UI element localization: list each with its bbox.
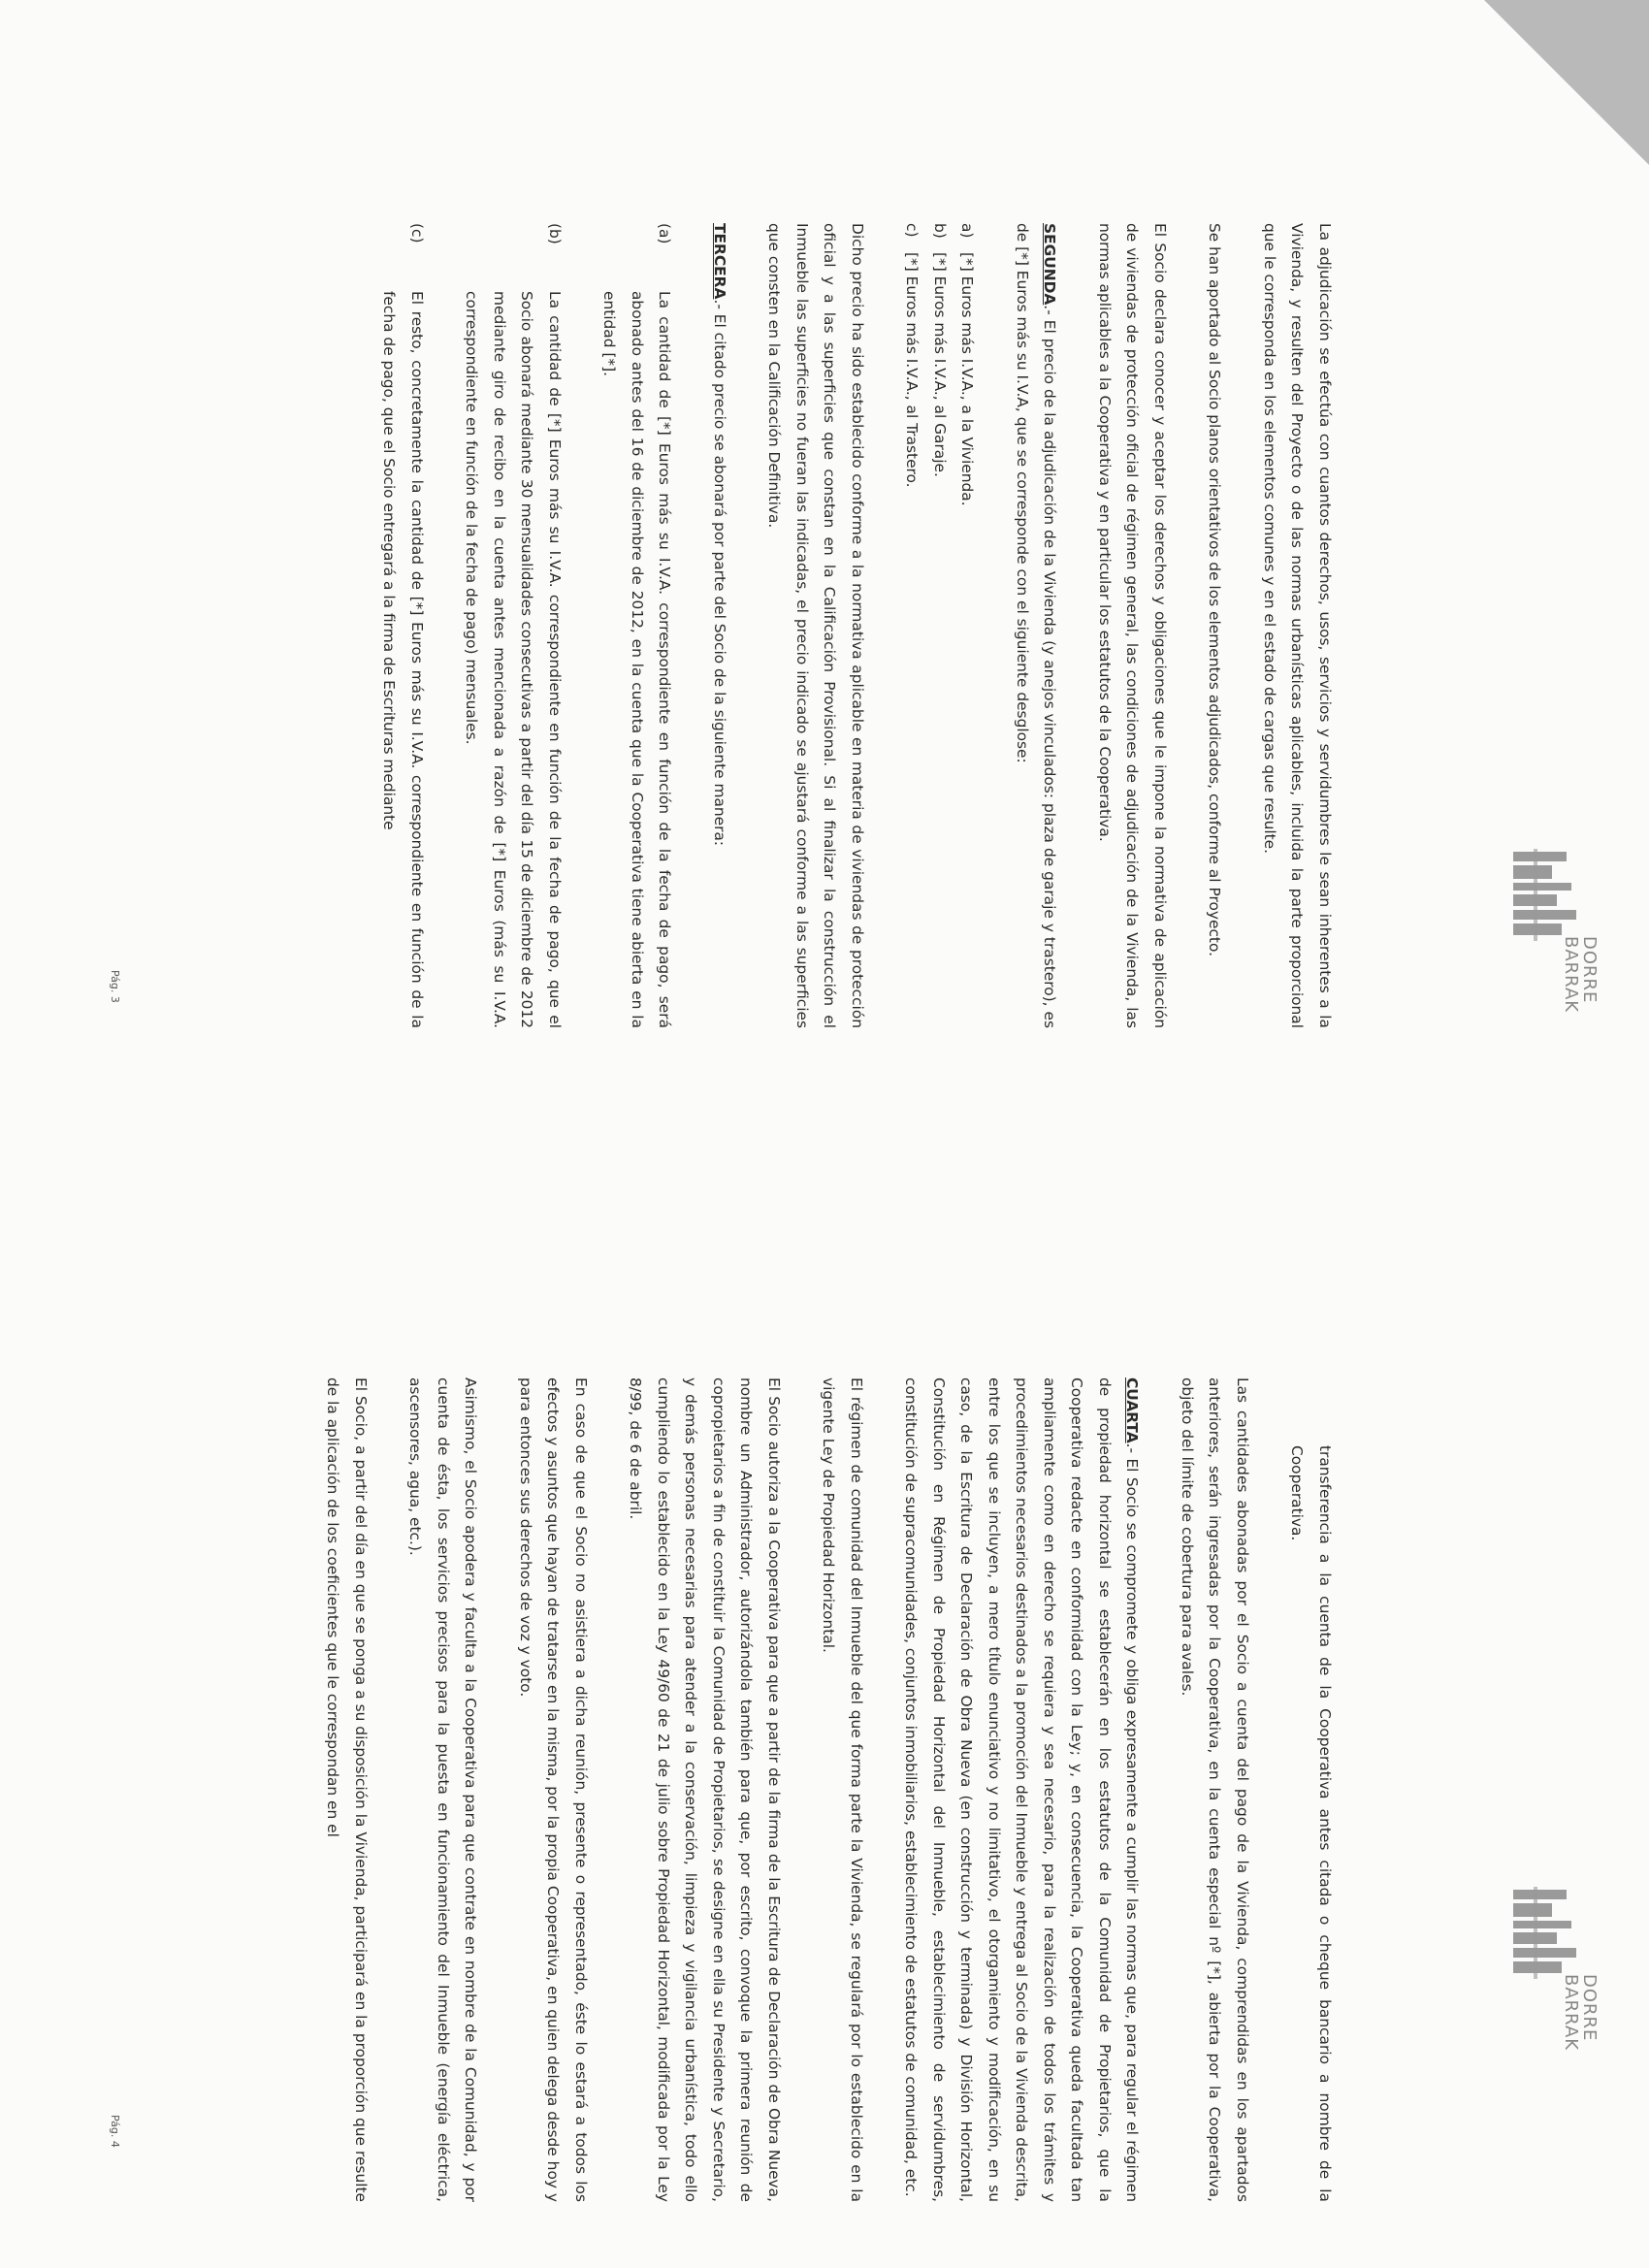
page-3-body [348,223,1339,1028]
payment-item-label: (b) [546,223,564,244]
paragraph-cantidades: Las cantidades abonadas por el Socio a cuenta del pago de la Vivienda, comprendidas en los apartados anteriores, serán ingresadas por la Cooperativa, en la cuenta especial nº [*], abierta por la Cooperativa, objeto del límite de cobertura para avales. [1179,1377,1251,2202]
payment-item [596,223,679,1028]
clause-cuarta [897,1377,1147,2202]
list-item [926,223,954,1028]
paragraph-autoriza: El Socio autoriza a la Cooperativa para que a partir de la firma de la Escritura de Declaración de Obra Nueva, nombre un Administrador, autorizándola también para que, por escrito, convoque la primera reunión de copropietarios a fin de constituir la Comunidad de Propietarios, se designe en ella su Presidente y Secretario, y demás personas necesarias para atender a la conservación, limpieza y vigilancia urbanística, todo ello cumpliendo lo establecido en la Ley 49/60 de 21 de julio sobre Propiedad Horizontal, modificada por la Ley 8/99, de 6 de abril. [627,1377,783,2202]
list-item [898,223,926,1028]
payment-item-text: El resto, concretamente la cantidad de [*] Euros más su I.V.A. correspondiente en función de la fecha de pago, que el Socio entregará a la firma de Escrituras mediante [380,291,426,1028]
paragraph-final: El Socio, a partir del día en que se ponga a su disposición la Vivienda, participará en la proporción que resulte de la aplicación de los coeficientes que le correspondan en el [324,1377,370,2202]
paragraph-caso: En caso de que el Socio no asistiera a dicha reunión, presente o representado, éste lo estará a todos los efectos y asuntos que hayan de tratarse en la misma, por la propia Cooperativa, en quien delega desde hoy y para entonces sus derechos de voz y voto. [517,1377,590,2202]
payment-item [458,223,568,1028]
clause-tercera [706,223,734,1028]
list-item-text: [*] Euros más I.V.A., a la Vivienda. [958,252,977,506]
payment-item-text: La cantidad de [*] Euros más su I.V.A. correspondiente en función de la fecha de pago, será abonado antes del 16 de diciembre de 2012, en la cuenta que la Cooperativa tiene abierta en la entidad [*]. [600,291,674,1028]
payment-item-text: La cantidad de [*] Euros más su I.V.A. correspondiente en función de la fecha de pago, que el Socio abonará mediante 30 mensualidades consecutivas a partir del día 15 de diciembre de 2012 mediante giro de recibo en la cuenta antes mencionada a razón de [*] Euros (más su I.V.A. correspondiente en función de la fecha de pago) mensuales. [463,291,564,1028]
clause-heading-cuarta: CUARTA [1123,1377,1142,1443]
payment-item [375,223,431,1028]
logo-line-1: DORRE [1579,936,1600,1004]
list-item-text: [*] Euros más I.V.A., al Trastero. [903,252,922,488]
logo-line-2: BARRAK [1561,1974,1581,2052]
list-item [954,223,982,1028]
paragraph-adjudicacion: La adjudicación se efectúa con cuantos derechos, usos, servicios y servidumbres le sean inherentes a la Vivienda, y resulten del Proyecto o de las normas urbanísticas aplicables, incluida la parte proporcional que le corresponda en los elementos comunes y en el estado de cargas que resulte. [1261,223,1334,1028]
list-item-label: a) [958,223,977,239]
list-item-text: [*] Euros más I.V.A., al Garaje. [931,252,949,477]
paragraph-planos: Se han aportado al Socio planos orientativos de los elementos adjudicados, conforme al Proyecto. [1206,223,1224,956]
clause-segunda [1009,223,1064,1028]
clause-heading-tercera: TERCERA [711,223,728,300]
paragraph-apodera: Asimismo, el Socio apodera y faculta a la Cooperativa para que contrate en nombre de la Comunidad, y por cuenta de ésta, los servicios precisos para la puesta en funcionamiento del Inmueble (energía eléctrica, ascensores, agua, etc.). [406,1377,480,2202]
clause-body-tercera: .- El citado precio se abonará por parte del Socio de la siguiente manera: [711,299,728,847]
logo-line-1: DORRE [1579,1974,1600,2042]
logo-text [1562,936,1599,1013]
logo-line-2: BARRAK [1561,936,1581,1014]
payment-item-label: (a) [656,223,674,244]
list-item-label: c) [903,223,922,238]
page-number-4: Pág. 4 [109,2115,121,2148]
clause-body-segunda: .- El precio de la adjudicación de la Vivienda (y anejos vinculados: plaza de garaje y trastero), es de [*] Euros más su I.V.A, que se corresponde con el siguiente desglose: [1014,223,1059,1028]
logo-text [1562,1974,1599,2051]
page-number-3: Pág. 3 [109,970,121,1003]
paragraph-transferencia: transferencia a la cuenta de la Cooperativa antes citada o cheque bancario a nombre de la Cooperativa. [1288,1445,1334,2202]
price-breakdown-list [898,223,982,1028]
clause-body-cuarta: .- El Socio se compromete y obliga expresamente a cumplir las normas que, para regular el régimen de propiedad horizontal se establecerán en los estatutos de la Comunidad de Propietarios, que la Cooperativa redacte en conformidad con la Ley; y, en consecuencia, la Cooperativa queda facultada tan ampliamente como en derecho se requiera y sea necesario, para la realización de todos los trámites y procedimientos necesarios destinados a la promoción del Inmueble y entrega al Socio de la Vivienda descrita, entre los que se incluyen, a mero título enunciativo y no limitativo, el otorgamiento y modificación, en su caso, de la Escritura de Declaración de Obra Nueva (en construcción y terminada) y División Horizontal, Constitución en Régimen de Propiedad Horizontal del Inmueble, establecimiento de servidumbres, constitución de supracomunidades, conjuntos inmobiliarios, establecimiento de estatutos de comunidad, etc. [902,1377,1142,2202]
list-item-label: b) [931,223,949,239]
paragraph-declara: El Socio declara conocer y aceptar los derechos y obligaciones que le impone la normativa de aplicación de viviendas de protección oficial de régimen general, las condiciones de adjudicación de la Vivienda, las normas aplicables a la Cooperativa y en particular los estatutos de la Cooperativa. [1096,223,1169,1028]
page-4-body [292,1377,1339,2202]
paragraph-regimen: El régimen de comunidad del Inmueble del que forma parte la Vivienda, se regulará por lo establecido en la vigente Ley de Propiedad Horizontal. [820,1377,865,2202]
clause-heading-segunda: SEGUNDA [1041,223,1059,306]
paragraph-dicho-precio: Dicho precio ha sido establecido conforme a la normativa aplicable en materia de viviendas de protección oficial y a las superficies que constan en la Calificación Provisional. Si al finalizar la construcción el Inmueble las superficies no fueran las indicadas, el precio indicado se ajustará conforme a las superficies que consten en la Calificación Definitiva. [765,223,866,1028]
payment-item-label: (c) [408,223,426,243]
